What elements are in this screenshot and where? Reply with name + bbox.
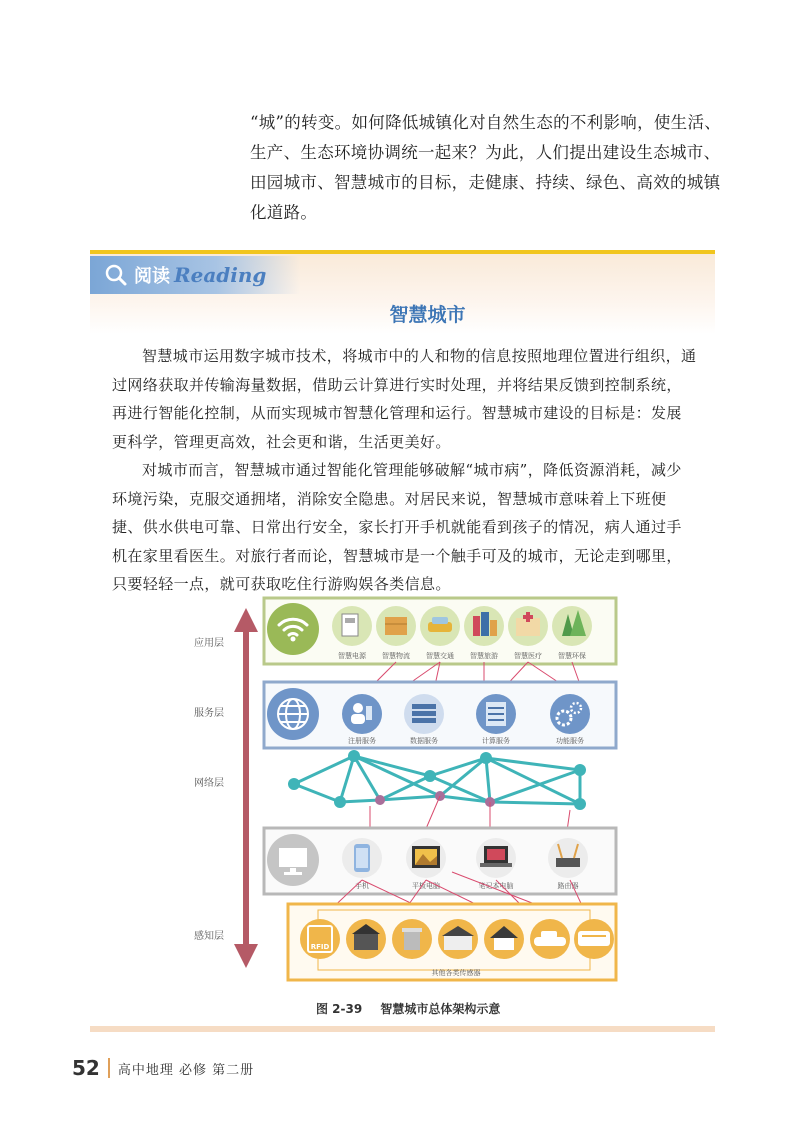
app-icon-medical	[508, 606, 548, 646]
reading-title: 智慧城市	[389, 304, 466, 326]
reading-paragraph: 对城市而言，智慧城市通过智能化管理能够破解“城市病”，降低资源消耗，减少环境污染，克服交通拥堵，消除安全隐患。对居民来说，智慧城市意味着上下班便捷、供水供电可靠、日常出行安全，家长打开手机就能看到孩子的情况，病人通过手机在家里看医生。对旅行者而论，智慧城市是一个触手可及的城市，无论走到哪里，只要轻轻一点，就可获取吃住行游购娱各类信息。	[112, 461, 682, 593]
app-label: 智慧环保	[558, 652, 586, 660]
device-label: 平板电脑	[412, 882, 440, 890]
layer-label-service: 服务层	[194, 708, 224, 719]
service-layer	[264, 682, 616, 748]
device-label: 笔记本电脑	[478, 882, 514, 890]
app-label: 智慧电源	[338, 652, 366, 660]
smart-city-architecture-diagram	[190, 592, 620, 992]
intro-line: “城”的转变。如何降低城镇化对自然生态的不利影响，使生活、	[250, 113, 722, 132]
book-title: 高中地理 必修 第二册	[117, 1062, 255, 1078]
sensor-icon-trashcan	[392, 919, 432, 959]
app-icon-logistics	[376, 606, 416, 646]
wifi-icon	[267, 603, 319, 655]
intro-line: 生产、生态环境协调统一起来？为此，人们提出建设生态城市、	[250, 143, 721, 162]
device-label: 路由器	[557, 882, 579, 890]
service-label: 计算服务	[482, 737, 510, 745]
device-layer	[264, 828, 616, 894]
footer-divider	[108, 1058, 110, 1078]
reading-body	[112, 342, 697, 599]
layer-axis-arrow	[234, 608, 258, 968]
service-icon-registration	[342, 694, 382, 734]
device-icon-laptop	[476, 838, 516, 878]
reading-tag	[90, 256, 300, 294]
rfid-badge: RFID	[310, 943, 330, 951]
figure-title: 智慧城市总体架构示意	[380, 1002, 501, 1016]
app-label: 智慧旅游	[470, 652, 498, 660]
sensor-icon-rfid	[300, 919, 340, 959]
sensor-icon-building	[438, 919, 478, 959]
app-icon-environment	[552, 606, 592, 646]
layer-label-sensor: 感知层	[194, 931, 224, 942]
device-icon-phone	[342, 838, 382, 878]
intro-line: 田园城市、智慧城市的目标，走健康、持续、绿色、高效的城镇	[250, 173, 721, 192]
device-icon-router	[548, 838, 588, 878]
reading-paragraph: 智慧城市运用数字城市技术，将城市中的人和物的信息按照地理位置进行组织，通过网络获取并传输海量数据，借助云计算进行实时处理，并将结果反馈到控制系统，再进行智能化控制，从而实现城市智慧化管理和运行。智慧城市建设的目标是：发展更科学，管理更高效，社会更和谐，生活更美好。	[112, 347, 697, 451]
figure-number: 图 2-39	[316, 1002, 363, 1016]
layer-label-network: 网络层	[194, 778, 224, 789]
sensor-icon-house	[484, 919, 524, 959]
sensor-icon-car	[530, 919, 570, 959]
application-layer	[264, 598, 616, 664]
reading-bottom-rule	[90, 1026, 715, 1032]
sensor-caption: 其他各类传感器	[431, 969, 481, 977]
app-icon-power	[332, 606, 372, 646]
app-label: 智慧物流	[382, 652, 410, 660]
sensor-icon-bus	[574, 919, 614, 959]
figure-caption	[316, 1000, 514, 1017]
service-icon-function	[550, 694, 590, 734]
intro-line: 化道路。	[250, 203, 318, 222]
service-label: 数据服务	[410, 737, 438, 745]
layer-label-application: 应用层	[194, 638, 224, 649]
magnifier-icon	[104, 263, 128, 287]
intro-paragraph	[250, 108, 730, 228]
service-icon-compute	[476, 694, 516, 734]
device-icon-tablet	[406, 838, 446, 878]
service-label: 功能服务	[556, 737, 584, 745]
sensor-layer	[288, 904, 616, 980]
app-label: 智慧医疗	[514, 652, 542, 660]
reading-tag-en: Reading	[174, 263, 267, 287]
app-icon-tourism	[464, 606, 504, 646]
service-icon-data	[404, 694, 444, 734]
device-label: 手机	[355, 882, 369, 890]
service-label: 注册服务	[348, 737, 376, 745]
app-icon-traffic	[420, 606, 460, 646]
reading-tag-cn: 阅读	[134, 266, 170, 287]
page-number: 52	[72, 1056, 100, 1080]
sensor-icon-garage	[346, 919, 386, 959]
page-footer	[72, 1056, 254, 1080]
app-label: 智慧交通	[426, 652, 454, 660]
